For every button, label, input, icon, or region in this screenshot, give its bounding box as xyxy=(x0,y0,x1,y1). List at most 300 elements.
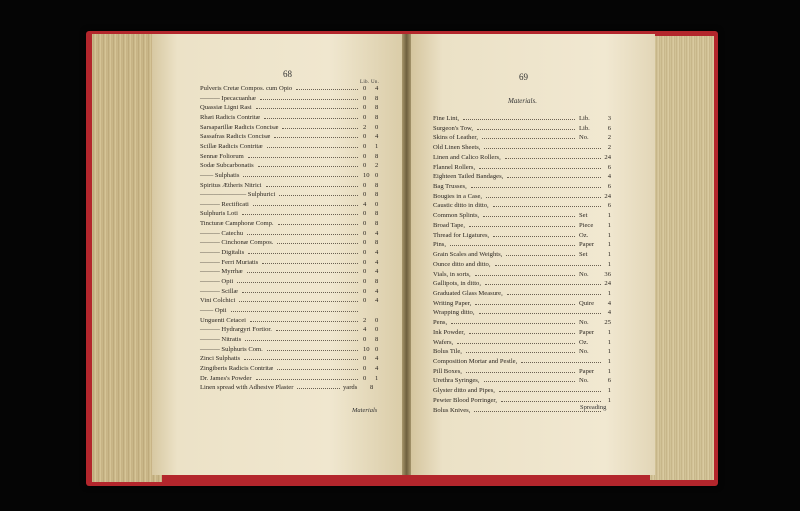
entry-un-value: 0 xyxy=(375,123,379,131)
entry-unit: No. xyxy=(579,348,589,356)
dot-leader xyxy=(248,157,358,158)
entry-name: Sodæ Subcarbonatis xyxy=(200,162,254,170)
entry-quantity: 1 xyxy=(607,260,611,268)
entry-lib-value: 0 xyxy=(363,258,367,266)
entry-quantity: 1 xyxy=(607,387,611,395)
entry-lib-value: 0 xyxy=(363,210,367,218)
entry-name: Writing Paper, xyxy=(433,299,472,307)
dot-leader xyxy=(247,272,358,273)
dot-leader xyxy=(450,245,575,246)
entry-quantity: 1 xyxy=(607,221,611,229)
dot-leader xyxy=(471,187,601,188)
entry-name: Thread for Ligatures, xyxy=(433,231,490,239)
entry-name: Unguenti Cetacei xyxy=(200,316,246,324)
dot-leader xyxy=(277,243,358,244)
entry-name: Wafers, xyxy=(433,338,454,346)
dot-leader xyxy=(483,216,575,217)
right-entry-row xyxy=(433,386,611,396)
dot-leader xyxy=(242,214,358,215)
entry-lib-value: 0 xyxy=(363,133,367,141)
entry-un-value: 4 xyxy=(375,229,379,237)
dot-leader xyxy=(267,147,358,148)
right-catchword: Spreading xyxy=(580,404,607,411)
entry-name: Spiritus Ætheris Nitrici xyxy=(200,181,262,189)
entry-lib-value: 0 xyxy=(363,85,367,92)
entry-name: Pulveris Cretæ Compos. cum Opio xyxy=(200,85,293,92)
left-entry-row xyxy=(200,219,380,229)
right-entry-row xyxy=(433,231,611,241)
dot-leader xyxy=(266,186,358,187)
entry-name: Common Splints, xyxy=(433,212,480,220)
entry-quantity: 1 xyxy=(607,289,611,297)
dot-leader xyxy=(485,284,601,285)
entry-lib-value: 0 xyxy=(363,220,367,228)
entry-name: Grain Scales and Weights, xyxy=(433,251,503,259)
dot-leader xyxy=(296,89,358,90)
left-entry-row xyxy=(200,209,380,219)
entry-quantity: 6 xyxy=(607,183,611,191)
entry-name: ——— Scillæ xyxy=(200,287,238,295)
entry-un-value: 4 xyxy=(375,364,379,372)
dot-leader xyxy=(242,292,358,293)
entry-name: Rhæi Radicis Contritæ xyxy=(200,113,261,121)
entry-unit: Lib. xyxy=(579,115,590,122)
entry-quantity: 1 xyxy=(607,367,611,375)
left-entry-row xyxy=(200,267,380,277)
entry-quantity: 1 xyxy=(607,348,611,356)
entry-quantity: 6 xyxy=(607,377,611,385)
entry-unit: Oz. xyxy=(579,338,589,346)
entry-name: Vini Colchici xyxy=(200,297,236,305)
right-entry-row xyxy=(433,163,611,173)
dot-leader xyxy=(248,253,358,254)
right-entry-row xyxy=(433,270,611,280)
entry-un-value: 4 xyxy=(375,355,379,363)
dot-leader xyxy=(253,205,358,206)
right-entry-row xyxy=(433,133,611,143)
dot-leader xyxy=(469,333,575,334)
entry-name: Composition Mortar and Pestle, xyxy=(433,358,518,365)
entry-quantity: 24 xyxy=(604,280,611,288)
dot-leader xyxy=(243,176,358,177)
entry-quantity: 6 xyxy=(607,163,611,171)
dot-leader xyxy=(501,401,601,402)
right-entry-row xyxy=(433,211,611,221)
right-entry-row xyxy=(433,221,611,231)
entry-name: ——— Hydrargyri Fortior. xyxy=(200,326,272,334)
entry-name: ——— Nitratis xyxy=(200,335,242,343)
left-entry-row xyxy=(200,383,380,393)
right-entry-row xyxy=(433,250,611,260)
entry-lib-value: 0 xyxy=(363,113,367,121)
entry-lib-value: yards xyxy=(343,384,358,392)
entry-unit: No. xyxy=(579,319,589,327)
entry-name: —— Sulphatis xyxy=(200,171,240,179)
dot-leader xyxy=(484,381,575,382)
dot-leader xyxy=(457,343,575,344)
right-page-number: 69 xyxy=(519,72,528,82)
entry-quantity: 4 xyxy=(607,309,611,317)
right-entry-row xyxy=(433,260,611,270)
entry-quantity: 1 xyxy=(607,231,611,239)
entry-un-value: 8 xyxy=(375,181,379,189)
entry-unit: No. xyxy=(579,270,589,278)
entry-lib-value: 0 xyxy=(363,229,367,237)
entry-lib-value: 0 xyxy=(363,374,367,382)
entry-un-value: 4 xyxy=(375,249,379,257)
entry-lib-value: 0 xyxy=(363,297,367,305)
entry-quantity: 6 xyxy=(607,124,611,132)
entry-name: Bougies in a Case, xyxy=(433,192,483,200)
entry-quantity: 1 xyxy=(607,396,611,404)
entry-quantity: 1 xyxy=(607,358,611,365)
entry-unit: Paper xyxy=(579,241,595,249)
dot-leader xyxy=(258,166,358,167)
dot-leader xyxy=(499,391,601,392)
dot-leader xyxy=(260,99,358,100)
right-page-title: Materials. xyxy=(508,97,537,105)
entry-un-value: 1 xyxy=(375,142,379,150)
right-entry-row xyxy=(433,182,611,192)
entry-un-value: 8 xyxy=(375,152,379,160)
entry-name: Fine Lint, xyxy=(433,115,460,122)
entry-un-value: 0 xyxy=(375,171,379,179)
entry-un-value: 8 xyxy=(375,220,379,228)
left-entry-row xyxy=(200,316,380,326)
dot-leader xyxy=(493,236,575,237)
book-gutter xyxy=(402,34,411,475)
entry-quantity: 6 xyxy=(607,202,611,210)
entry-name: Dr. James's Powder xyxy=(200,374,252,382)
left-entry-row xyxy=(200,190,380,200)
entry-name: —— Opii xyxy=(200,306,227,314)
entry-lib-value: 0 xyxy=(363,162,367,170)
left-entry-row xyxy=(200,364,380,374)
entry-name: Pins, xyxy=(433,241,447,249)
left-entry-row xyxy=(200,248,380,258)
entry-quantity: 4 xyxy=(607,173,611,181)
entry-name: Bolus Knives, xyxy=(433,406,471,414)
entry-un-value: 8 xyxy=(375,113,379,121)
entry-un-value: 8 xyxy=(375,191,379,199)
dot-leader xyxy=(250,321,358,322)
dot-leader xyxy=(267,350,358,351)
left-page-number: 68 xyxy=(283,69,292,79)
entry-name: ——— Myrrhæ xyxy=(200,268,243,276)
left-entry-row xyxy=(200,142,380,152)
entry-name: Urethra Syringes, xyxy=(433,377,480,385)
entry-un-value: 8 xyxy=(375,104,379,112)
right-entry-row xyxy=(433,289,611,299)
entry-quantity: 24 xyxy=(604,192,611,200)
entry-un-value: 4 xyxy=(375,287,379,295)
entry-name: Glyster ditto and Pipes, xyxy=(433,387,495,395)
entry-unit: No. xyxy=(579,134,589,142)
entry-name: Skins of Leather, xyxy=(433,134,478,142)
entry-quantity: 1 xyxy=(607,338,611,346)
left-entry-row xyxy=(200,152,380,162)
dot-leader xyxy=(277,369,358,370)
entry-quantity: 25 xyxy=(604,319,611,327)
dot-leader xyxy=(244,359,358,360)
entry-lib-value: 0 xyxy=(363,268,367,276)
left-entry-row xyxy=(200,277,380,287)
entry-un-value: 8 xyxy=(375,239,379,247)
entry-quantity: 1 xyxy=(607,251,611,259)
left-entry-row xyxy=(200,325,380,335)
entry-lib-value: 0 xyxy=(363,287,367,295)
entry-unit: No. xyxy=(579,377,589,385)
dot-leader xyxy=(274,137,358,138)
entry-un-value: 8 xyxy=(375,210,379,218)
entry-quantity: 4 xyxy=(607,299,611,307)
dot-leader xyxy=(245,340,358,341)
entry-name: Caustic ditto in ditto, xyxy=(433,202,489,210)
entry-name: Old Linen Sheets, xyxy=(433,144,481,152)
entry-lib-value: 0 xyxy=(363,152,367,160)
left-entry-row xyxy=(200,84,380,94)
page-edges-right xyxy=(650,36,714,480)
entry-name: ——— Sulphuris Com. xyxy=(200,345,263,353)
entry-name: ——— Ipecacuanhæ xyxy=(200,94,256,102)
right-entry-row xyxy=(433,338,611,348)
entry-name: ——— Catechu xyxy=(200,229,244,237)
entry-un-value: 1 xyxy=(375,374,379,382)
unit-header: Lib. Un. xyxy=(360,80,380,85)
dot-leader xyxy=(475,275,575,276)
entry-un-value: 0 xyxy=(375,200,379,208)
entry-name: ——— Digitalis xyxy=(200,249,245,257)
entry-name: Pewter Blood Porringer, xyxy=(433,396,498,404)
entry-quantity: 1 xyxy=(607,241,611,249)
dot-leader xyxy=(469,226,575,227)
dot-leader xyxy=(493,206,601,207)
entry-unit: Lib. xyxy=(579,124,590,132)
entry-un-value: 8 xyxy=(370,384,374,392)
entry-name: ——— Cinchonæ Compos. xyxy=(200,239,274,247)
entry-unit: Set xyxy=(579,251,588,259)
entry-un-value: 0 xyxy=(375,345,379,353)
entry-lib-value: 0 xyxy=(363,142,367,150)
dot-leader xyxy=(239,301,358,302)
dot-leader xyxy=(297,388,340,389)
entry-lib-value: 0 xyxy=(363,181,367,189)
left-entry-row xyxy=(200,258,380,268)
dot-leader xyxy=(506,255,575,256)
left-entry-row xyxy=(200,354,380,364)
dot-leader xyxy=(477,129,575,130)
dot-leader xyxy=(484,148,601,149)
entry-name: Sassafras Radicis Concisæ xyxy=(200,133,271,141)
right-entry-row xyxy=(433,240,611,250)
entry-lib-value: 10 xyxy=(363,345,370,353)
right-entry-row xyxy=(433,124,611,134)
entry-lib-value: 0 xyxy=(363,94,367,102)
dot-leader xyxy=(479,313,602,314)
entry-name: Bag Trusses, xyxy=(433,183,467,191)
left-entry-row xyxy=(200,171,380,181)
entry-name: Quassiæ Ligni Rasi xyxy=(200,104,252,112)
dot-leader xyxy=(256,108,358,109)
entry-name: Scillæ Radicis Contritæ xyxy=(200,142,263,150)
entry-lib-value: 0 xyxy=(363,364,367,372)
entry-name: Zingiberis Radicis Contritæ xyxy=(200,364,274,372)
entry-name: ——— Rectificati xyxy=(200,200,249,208)
right-entry-row xyxy=(433,201,611,211)
dot-leader xyxy=(505,158,601,159)
entry-name: Tincturæ Camphoræ Comp. xyxy=(200,220,274,228)
entry-lib-value: 0 xyxy=(363,335,367,343)
right-entry-row xyxy=(433,279,611,289)
left-entry-row xyxy=(200,132,380,142)
entry-lib-value: 0 xyxy=(363,278,367,285)
entry-lib-value: 0 xyxy=(363,191,367,199)
dot-leader xyxy=(262,263,358,264)
entry-quantity: 2 xyxy=(607,134,611,142)
entry-name: Sarsaparillæ Radicis Concisæ xyxy=(200,123,279,131)
entry-lib-value: 0 xyxy=(363,239,367,247)
entry-un-value: 4 xyxy=(375,133,379,141)
right-entry-row xyxy=(433,153,611,163)
dot-leader xyxy=(231,311,358,312)
dot-leader xyxy=(451,323,575,324)
entry-quantity: 1 xyxy=(607,328,611,336)
left-entry-row xyxy=(200,374,380,384)
left-entry-row xyxy=(200,94,380,104)
left-entry-row xyxy=(200,123,380,133)
entry-un-value: 8 xyxy=(375,335,379,343)
dot-leader xyxy=(264,118,358,119)
entry-unit: Paper xyxy=(579,367,595,375)
right-entry-row xyxy=(433,376,611,386)
entry-name: Wrapping ditto, xyxy=(433,309,475,317)
right-entry-row xyxy=(433,299,611,309)
entry-un-value: 4 xyxy=(375,268,379,276)
dot-leader xyxy=(282,128,358,129)
dot-leader xyxy=(495,265,601,266)
entry-name: Zinci Sulphatis xyxy=(200,355,241,363)
dot-leader xyxy=(276,330,358,331)
entry-name: ——— Ferri Muriatis xyxy=(200,258,259,266)
left-entry-row xyxy=(200,296,380,306)
right-entry-row xyxy=(433,357,611,367)
left-catchword: Materials xyxy=(352,407,378,414)
dot-leader xyxy=(479,168,601,169)
entry-quantity: 3 xyxy=(607,115,611,122)
entry-lib-value: 4 xyxy=(363,200,367,208)
entry-un-value: 8 xyxy=(375,278,379,285)
entry-name: Ounce ditto and ditto, xyxy=(433,260,491,268)
right-entry-row xyxy=(433,308,611,318)
entry-unit: Quire xyxy=(579,299,595,307)
entry-lib-value: 4 xyxy=(363,326,367,334)
dot-leader xyxy=(256,379,358,380)
entry-unit: Paper xyxy=(579,328,595,336)
entry-name: Graduated Glass Measure, xyxy=(433,289,503,297)
left-entry-row xyxy=(200,306,380,316)
entry-quantity: 24 xyxy=(604,153,611,161)
dot-leader xyxy=(486,197,601,198)
entry-lib-value: 0 xyxy=(363,249,367,257)
entry-quantity: 2 xyxy=(607,144,611,152)
entry-un-value: 0 xyxy=(375,316,379,324)
entry-quantity: 36 xyxy=(604,270,611,278)
left-entry-row xyxy=(200,200,380,210)
entry-un-value: 8 xyxy=(375,94,379,102)
right-entry-row xyxy=(433,328,611,338)
entry-lib-value: 0 xyxy=(363,355,367,363)
entry-name: Flannel Rollers, xyxy=(433,163,476,171)
left-entry-row xyxy=(200,161,380,171)
entry-lib-value: 10 xyxy=(363,171,370,179)
entry-un-value: 0 xyxy=(375,326,379,334)
entry-unit: Piece xyxy=(579,221,594,229)
entry-name: Eighteen Tailed Bandages, xyxy=(433,173,504,181)
right-entry-row xyxy=(433,143,611,153)
entry-name: Broad Tape, xyxy=(433,221,466,229)
entry-name: Pill Boxes, xyxy=(433,367,462,375)
dot-leader xyxy=(463,119,575,120)
entry-unit: Set xyxy=(579,212,588,220)
dot-leader xyxy=(507,177,601,178)
entry-name: ——————— Sulphurici xyxy=(200,191,276,199)
left-entry-row xyxy=(200,238,380,248)
entry-un-value: 2 xyxy=(375,162,379,170)
left-entry-row xyxy=(200,113,380,123)
entry-un-value: 4 xyxy=(375,297,379,305)
right-entry-row xyxy=(433,347,611,357)
left-entry-row xyxy=(200,287,380,297)
entry-name: Sulphuris Loti xyxy=(200,210,238,218)
entry-un-value: 4 xyxy=(375,258,379,266)
right-entry-row xyxy=(433,367,611,377)
right-entry-row xyxy=(433,114,611,124)
left-entry-row xyxy=(200,181,380,191)
entry-name: Bolus Tile, xyxy=(433,348,462,356)
entry-name: Ink Powder, xyxy=(433,328,465,336)
entry-name: Sennæ Foliorum xyxy=(200,152,244,160)
entry-unit: Oz. xyxy=(579,231,589,239)
right-entry-row xyxy=(433,172,611,182)
entry-name: Linen and Calico Rollers, xyxy=(433,153,501,161)
entry-lib-value: 2 xyxy=(363,123,367,131)
dot-leader xyxy=(279,195,358,196)
dot-leader xyxy=(521,362,601,363)
entry-lib-value: 0 xyxy=(363,104,367,112)
entry-name: Gallipots, in ditto, xyxy=(433,280,481,288)
dot-leader xyxy=(466,372,575,373)
left-entry-row xyxy=(200,103,380,113)
entry-name: Linen spread with Adhesive Plaster xyxy=(200,384,294,392)
left-entry-row xyxy=(200,335,380,345)
entry-name: Surgeon's Tow, xyxy=(433,124,473,132)
entry-name: Pens, xyxy=(433,319,448,327)
dot-leader xyxy=(507,294,601,295)
entry-name: ——— Opii xyxy=(200,278,234,285)
entry-lib-value: 2 xyxy=(363,316,367,324)
left-entry-row xyxy=(200,229,380,239)
dot-leader xyxy=(278,224,358,225)
right-entry-row xyxy=(433,192,611,202)
dot-leader xyxy=(466,352,575,353)
dot-leader xyxy=(475,304,575,305)
entry-un-value: 4 xyxy=(375,85,379,92)
left-entry-row xyxy=(200,345,380,355)
dot-leader xyxy=(237,282,358,283)
dot-leader xyxy=(482,138,575,139)
entry-quantity: 1 xyxy=(607,212,611,220)
entry-name: Vials, in sorts, xyxy=(433,270,471,278)
